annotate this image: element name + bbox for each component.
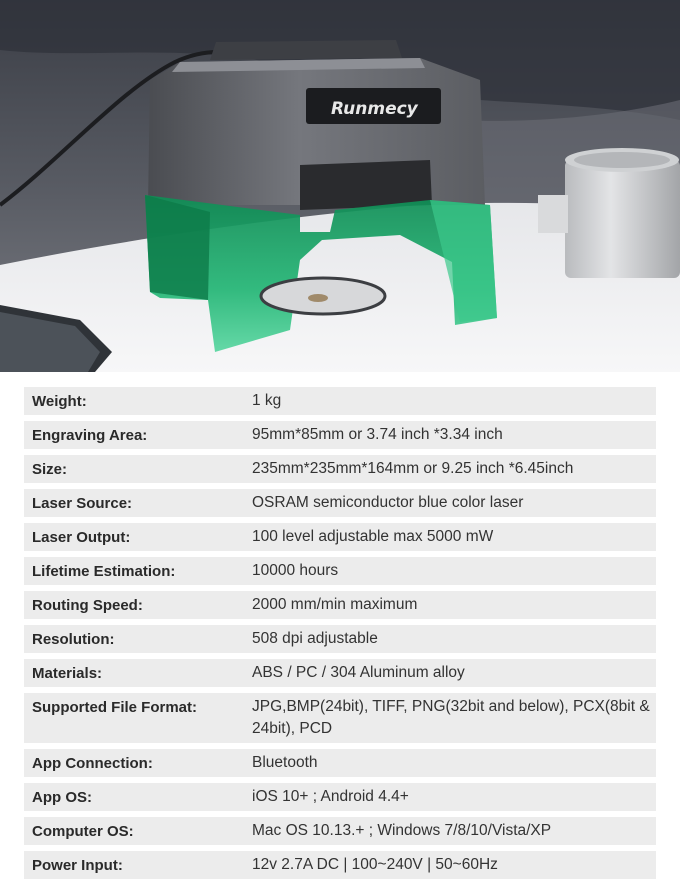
brand-logo: Runmecy	[331, 99, 418, 119]
spec-value: iOS 10+ ; Android 4.4+	[252, 788, 409, 805]
spec-row-file-format	[24, 693, 656, 743]
spec-value: Bluetooth	[252, 754, 318, 771]
spec-value: 1 kg	[252, 392, 282, 409]
spec-row-engraving-area	[24, 421, 656, 449]
spec-label: App Connection:	[32, 755, 153, 772]
product-photo	[0, 0, 680, 372]
spec-row-power-input	[24, 851, 656, 879]
spec-row-laser-source	[24, 489, 656, 517]
spec-value: ABS / PC / 304 Aluminum alloy	[252, 664, 465, 681]
spec-label: Engraving Area:	[32, 427, 148, 444]
spec-value: Mac OS 10.13.+ ; Windows 7/8/10/Vista/XP	[252, 822, 552, 839]
spec-value: OSRAM semiconductor blue color laser	[252, 494, 524, 511]
spec-label: Lifetime Estimation:	[32, 563, 176, 580]
spec-row-laser-output	[24, 523, 656, 551]
spec-label: Power Input:	[32, 857, 123, 874]
spec-row-materials	[24, 659, 656, 687]
spec-value: 2000 mm/min maximum	[252, 596, 418, 613]
spec-row-computer-os	[24, 817, 656, 845]
spec-value: 12v 2.7A DC | 100~240V | 50~60Hz	[252, 856, 498, 873]
spec-label: Weight:	[32, 393, 87, 410]
specs-table	[24, 387, 656, 885]
spec-label: Laser Output:	[32, 529, 131, 546]
spec-label: Routing Speed:	[32, 597, 143, 614]
spec-value: JPG,BMP(24bit), TIFF, PNG(32bit and below), PCX(8bit & 24bit), PCD	[252, 698, 650, 737]
spec-label: Computer OS:	[32, 823, 134, 840]
spec-row-app-os	[24, 783, 656, 811]
spec-value: 10000 hours	[252, 562, 339, 579]
spec-label: Resolution:	[32, 631, 115, 648]
spec-value: 95mm*85mm or 3.74 inch *3.34 inch	[252, 426, 503, 443]
spec-row-resolution	[24, 625, 656, 653]
spec-row-app-connection	[24, 749, 656, 777]
spec-row-lifetime	[24, 557, 656, 585]
spec-row-weight	[24, 387, 656, 415]
spec-label: Materials:	[32, 665, 103, 682]
spec-label: App OS:	[32, 789, 92, 806]
spec-row-routing-speed	[24, 591, 656, 619]
spec-value: 508 dpi adjustable	[252, 630, 378, 647]
spec-label: Laser Source:	[32, 495, 133, 512]
spec-label: Size:	[32, 461, 68, 478]
spec-row-size	[24, 455, 656, 483]
spec-value: 100 level adjustable max 5000 mW	[252, 528, 494, 545]
spec-label: Supported File Format:	[32, 699, 197, 716]
spec-value: 235mm*235mm*164mm or 9.25 inch *6.45inch	[252, 460, 574, 477]
